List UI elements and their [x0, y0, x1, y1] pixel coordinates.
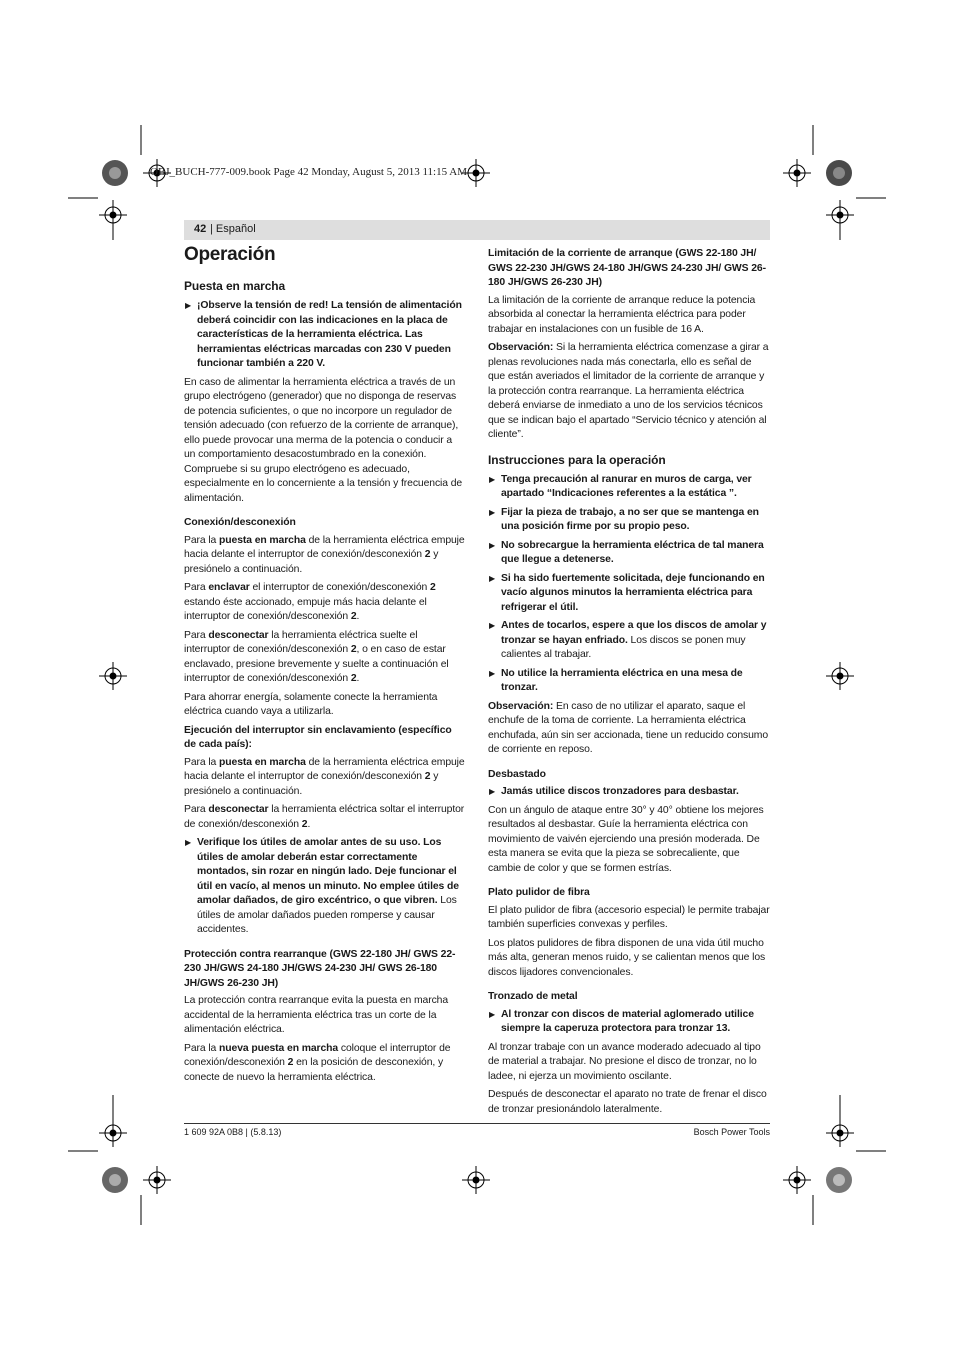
bullet: ▶ Antes de tocarlos, espere a que los discos de amolar y tronzar se hayan enfriado. Los discos se ponen muy calientes al trabajar.	[488, 619, 770, 663]
bullet-tension-red: ▶ ¡Observe la tensión de red! La tensión de alimentación deberá coincidir con las indicaciones en la placa de características de la herramienta eléctrica. Las herramientas eléctricas marcadas con 230 V pueden funcionar también a 220 V.	[184, 299, 466, 372]
footer-brand: Bosch Power Tools	[693, 1127, 770, 1137]
left-column	[184, 279, 466, 1089]
bullet-verifique-utiles: ▶ Verifique los útiles de amolar antes de su uso. Los útiles de amolar deberán estar correctamente montados, sin rozar en ningún lado. Deje funcionar el útil en vacío, al menos un minuto. No emplee útiles de amolar dañados, de giro excéntrico, o que vibren. Los útiles de amolar dañados pueden romperse y causar accidentes.	[184, 836, 466, 938]
heading-desbastado: Desbastado	[488, 768, 546, 780]
paragraph: Al tronzar trabaje con un avance moderado adecuado al tipo de material a trabajar. No presione el disco de tronzar, no lo ladee, ni ejerza un movimiento oscilante.	[488, 1041, 761, 1082]
paragraph: La limitación de la corriente de arranque reduce la potencia absorbida al conectar la herramienta eléctrica para poder trabajar en instalaciones con un fusible de 16 A.	[488, 294, 756, 335]
paragraph: Observación: En caso de no utilizar el aparato, saque el enchufe de la toma de corriente. La herramienta eléctrica enchufada, aún sin ser accionada, tiene un reducido consumo de corriente en reposo.	[488, 700, 769, 755]
bullet: ▶ Al tronzar con discos de material aglomerado utilice siempre la caperuza protectora para tronzar 13.	[488, 1008, 770, 1037]
footer-rule	[184, 1123, 770, 1124]
heading-puesta-en-marcha: Puesta en marcha	[184, 279, 286, 293]
heading-conexion: Conexión/desconexión	[184, 517, 296, 528]
heading-proteccion-rearranque: Protección contra rearranque (GWS 22-180 JH/ GWS 22-230 JH/GWS 24-180 JH/GWS 24-230 JH/ GWS 26-180 JH/GWS 26-230 JH)	[184, 948, 456, 989]
paragraph: Observación: Si la herramienta eléctrica comenzase a girar a plenas revoluciones nada más conectarla, ello es señal de que están averiados el limitador de la corriente de arranque y la protección contra rearranque. La herramienta eléctrica deberá enviarse de inmediato a uno de los servicios técnicos que se indican bajo el apartado “Servicio técnico y atención al cliente”.	[488, 342, 769, 440]
heading-limitacion-corriente: Limitación de la corriente de arranque (GWS 22-180 JH/ GWS 22-230 JH/GWS 24-180 JH/GWS 24-230 JH/ GWS 26-180 JH/GWS 26-230 JH)	[488, 248, 766, 288]
heading-sin-enclavamiento: Ejecución del interruptor sin enclavamiento (específico de cada país):	[184, 724, 452, 750]
paragraph: Para la puesta en marcha de la herramienta eléctrica empuje hacia delante el interruptor de conexión/desconexión 2 y presiónelo a continuación.	[184, 534, 465, 575]
paragraph: En caso de alimentar la herramienta eléctrica a través de un grupo electrógeno (generador) que no disponga de reservas de potencia suficientes, o que no incorpore un regulador de tensión adecuado (con refuerzo de la corriente de arranque), ello puede provocar una merma de la potencia o conducir a un comportamiento desacostumbrado en la conexión.	[184, 376, 459, 460]
bullet: ▶ Jamás utilice discos tronzadores para desbastar.	[488, 785, 770, 800]
bullet: ▶ No sobrecargue la herramienta eléctrica de tal manera que llegue a detenerse.	[488, 539, 770, 568]
paragraph: Para la nueva puesta en marcha coloque el interruptor de conexión/desconexión 2 en la posición de desconexión, y conecte de nuevo la herramienta eléctrica.	[184, 1042, 451, 1083]
paragraph: Para desconectar la herramienta eléctrica suelte el interruptor de conexión/desconexión 2, o en caso de estar enclavado, presione brevemente y suelte a continuación el interruptor de conexión/desconexión 2.	[184, 629, 449, 684]
footer-doc-number: 1 609 92A 0B8 | (5.8.13)	[184, 1127, 282, 1137]
paragraph: Los platos pulidores de fibra disponen de una vida útil mucho más alta, generan menos ruido, y se calientan menos que los discos lijadores convencionales.	[488, 937, 766, 978]
paragraph: Para enclavar el interruptor de conexión/desconexión 2 estando éste accionado, empuje más hacia delante el interruptor de conexión/desconexión 2.	[184, 582, 436, 622]
page-title: Operación	[184, 244, 276, 265]
language-label: | Español	[210, 223, 256, 235]
heading-instrucciones: Instrucciones para la operación	[488, 452, 666, 467]
bullet: ▶ Si ha sido fuertemente solicitada, deje funcionando en vacío algunos minutos la herramienta eléctrica para refrigerar el útil.	[488, 572, 770, 616]
paragraph: Para desconectar la herramienta eléctrica soltar el interruptor de conexión/desconexión 2.	[184, 804, 465, 830]
bullet: ▶ Tenga precaución al ranurar en muros de carga, ver apartado “Indicaciones referentes a la estática ”.	[488, 473, 770, 502]
paragraph: Después de desconectar el aparato no trate de frenar el disco de tronzar presionándolo lateralmente.	[488, 1089, 767, 1115]
paragraph: El plato pulidor de fibra (accesorio especial) le permite trabajar también superficies convexas y perfiles.	[488, 904, 770, 930]
file-info: OBJ_BUCH-777-009.book Page 42 Monday, August 5, 2013 11:15 AM	[150, 166, 467, 178]
page-number: 42	[194, 223, 207, 235]
heading-plato-pulidor: Plato pulidor de fibra	[488, 887, 590, 898]
right-column	[488, 247, 770, 1121]
paragraph: La protección contra rearranque evita la puesta en marcha accidental de la herramienta eléctrica tras un corte de la alimentación eléctrica.	[184, 995, 449, 1035]
bullet: ▶ Fijar la pieza de trabajo, a no ser que se mantenga en una posición firme por su propio peso.	[488, 506, 770, 535]
paragraph: Compruebe si su grupo electrógeno es adecuado, especialmente en lo concerniente a la tensión y frecuencia de alimentación.	[184, 463, 463, 504]
paragraph: Para la puesta en marcha de la herramienta eléctrica empuje hacia delante el interruptor de conexión/desconexión 2 y presiónelo a continuación.	[184, 756, 465, 797]
heading-tronzado-metal: Tronzado de metal	[488, 991, 578, 1002]
page-band	[184, 220, 770, 240]
paragraph: Para ahorrar energía, solamente conecte la herramienta eléctrica cuando vaya a utilizarla.	[184, 691, 438, 717]
bullet: ▶ No utilice la herramienta eléctrica en una mesa de tronzar.	[488, 667, 770, 696]
paragraph: Con un ángulo de ataque entre 30° y 40° obtiene los mejores resultados al desbastar. Guíe la herramienta eléctrica con movimiento de vaivén ejerciendo una presión moderada. De esta manera se evita que la pieza se sobrecaliente, que cambie de color y que se formen estrías.	[488, 804, 764, 874]
